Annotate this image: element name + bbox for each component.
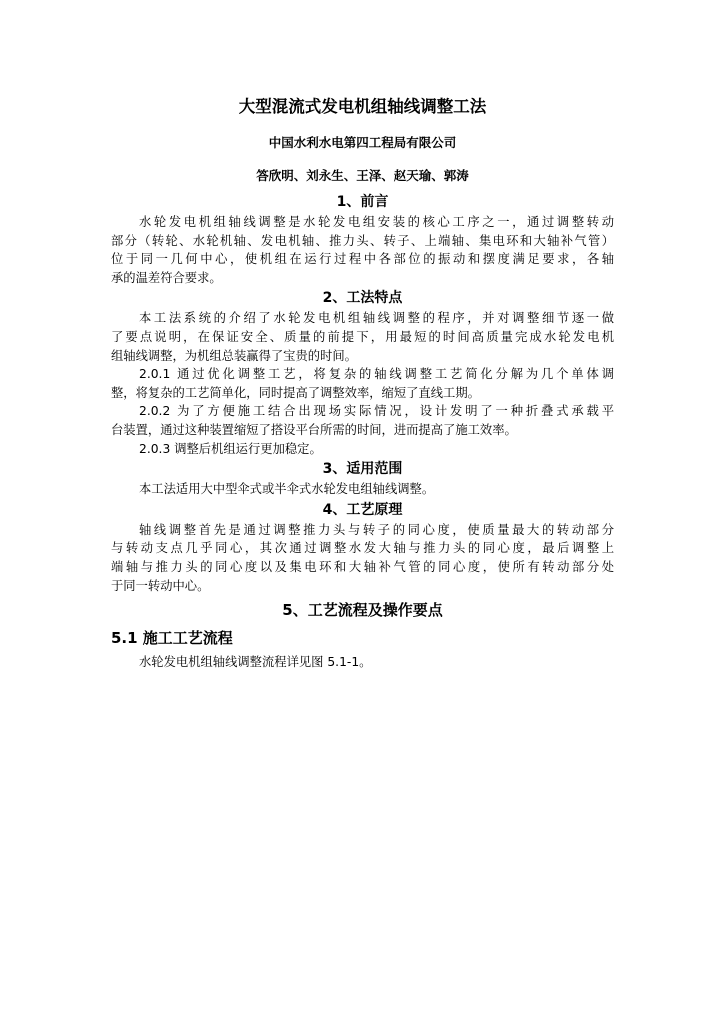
- section-heading-2: 2、工法特点: [322, 290, 403, 307]
- paragraph-line: 2.0.1 通过优化调整工艺，将复杂的轴线调整工艺简化分解为几个单体调: [139, 367, 614, 382]
- paragraph-line: 2.0.3 调整后机组运行更加稳定。: [139, 441, 322, 456]
- document-title: 大型混流式发电机组轴线调整工法: [238, 97, 487, 116]
- paragraph-3-1: [111, 480, 614, 499]
- organization-name: 中国水利水电第四工程局有限公司: [268, 135, 457, 150]
- paragraph-line: 整，将复杂的工艺简单化，同时提高了调整效率，缩短了直线工期。: [111, 385, 480, 400]
- section-heading-1: 1、前言: [336, 194, 389, 210]
- section-heading-5: 5、工艺流程及操作要点: [282, 601, 443, 620]
- paragraph-line: 了要点说明，在保证安全、质量的前提下，用最短的时间高质量完成水轮发电机: [111, 329, 614, 344]
- paragraph-2-3: [111, 402, 614, 439]
- document-page: [111, 96, 614, 672]
- paragraph-line: 组轴线调整，为机组总装赢得了宝贵的时间。: [111, 348, 357, 363]
- paragraph-1-1: [111, 213, 614, 287]
- paragraph-2-1: [111, 309, 614, 365]
- paragraph-line: 与转动支点几乎同心，其次通过调整水发大轴与推力头的同心度，最后调整上: [111, 541, 614, 556]
- paragraph-line: 本工法适用大中型伞式或半伞式水轮发电组轴线调整。: [139, 482, 435, 497]
- paragraph-line: 水轮发电机组轴线调整是水轮发电组安装的核心工序之一，通过调整转动: [139, 215, 614, 229]
- paragraph-line: 轴线调整首先是通过调整推力头与转子的同心度，使质量最大的转动部分: [139, 522, 614, 537]
- paragraph-line: 本工法系统的介绍了水轮发电机组轴线调整的程序，并对调整细节逐一做: [139, 311, 614, 326]
- paragraph-line: 台装置，通过这种装置缩短了搭设平台所需的时间，进而提高了施工效率。: [111, 422, 517, 437]
- paragraph-line: 部分（转轮、水轮机轴、发电机轴、推力头、转子、上端轴、集电环和大轴补气管）: [111, 233, 614, 248]
- section-heading-4: 4、工艺原理: [322, 501, 403, 518]
- section-heading-3: 3、适用范围: [322, 461, 403, 478]
- paragraph-4-1: [111, 521, 614, 595]
- paragraph-5-1: [111, 653, 614, 672]
- author-list: 答欣明、刘永生、王泽、赵天瑜、郭涛: [256, 168, 469, 183]
- paragraph-line: 承的温差符合要求。: [111, 270, 222, 285]
- paragraph-line: 于同一转动中心。: [111, 578, 210, 593]
- paragraph-line: 2.0.2 为了方便施工结合出现场实际情况，设计发明了一种折叠式承载平: [139, 404, 614, 419]
- paragraph-line: 位于同一几何中心，使机组在运行过程中各部位的振动和摆度满足要求，各轴: [111, 252, 614, 267]
- paragraph-2-4: [111, 440, 614, 459]
- paragraph-line: 水轮发电机组轴线调整流程详见图 5.1-1。: [139, 655, 372, 670]
- subsection-heading-5-1: 5.1 施工工艺流程: [111, 629, 233, 648]
- paragraph-2-2: [111, 365, 614, 402]
- sections-container: [111, 193, 614, 595]
- paragraph-line: 端轴与推力头的同心度以及集电环和大轴补气管的同心度，使所有转动部分处: [111, 559, 614, 574]
